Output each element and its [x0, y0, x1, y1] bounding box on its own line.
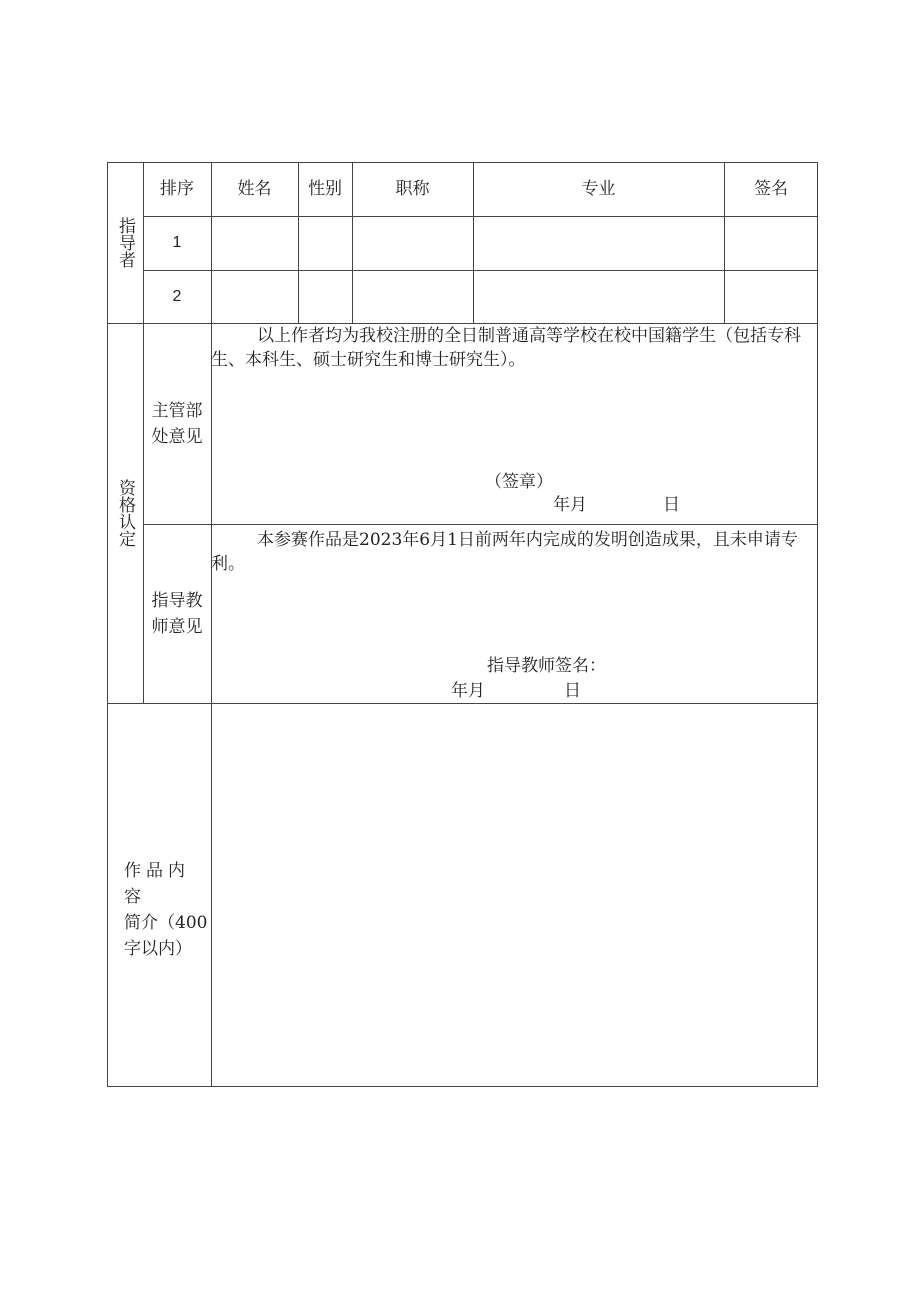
advisor-row-1-order: 1 — [172, 234, 182, 251]
advisors-section-label: 指导者 — [115, 217, 135, 268]
header-signature: 签名 — [754, 179, 788, 199]
department-day: 日 — [663, 495, 680, 515]
advisor-row-1-signature[interactable] — [724, 216, 818, 270]
qualification-section-label: 资格认定 — [115, 479, 135, 547]
header-order: 排序 — [160, 179, 194, 199]
advisor-row-2-title[interactable] — [352, 270, 473, 323]
header-major: 专业 — [581, 179, 616, 199]
advisor-row-1-major[interactable] — [473, 216, 724, 270]
teacher-statement: 本参赛作品是2023年6月1日前两年内完成的发明创造成果，且未申请专利。 — [211, 530, 798, 574]
teacher-signature-label: 指导教师签名： — [487, 656, 606, 676]
advisor-row-2-order: 2 — [172, 287, 182, 305]
header-name: 姓名 — [237, 179, 272, 199]
summary-label: 作品内容 简介（400 字以内） — [124, 861, 208, 959]
advisor-row-1-name[interactable] — [211, 216, 298, 270]
entry-form-table — [107, 162, 818, 1087]
header-title: 职称 — [395, 179, 430, 199]
department-year-month: 年月 — [553, 495, 587, 515]
table-border — [107, 1086, 818, 1087]
teacher-opinion-label: 指导教 师意见 — [151, 590, 203, 637]
advisor-row-2-signature[interactable] — [724, 270, 818, 323]
advisor-row-1-gender[interactable] — [298, 216, 352, 270]
department-seal-label: （签章） — [485, 472, 553, 492]
teacher-day: 日 — [564, 681, 581, 701]
row-divider — [143, 524, 818, 525]
department-opinion-label: 主管部 处意见 — [151, 400, 203, 447]
advisor-row-2-major[interactable] — [473, 270, 724, 323]
header-gender: 性别 — [308, 179, 342, 199]
advisor-row-2-name[interactable] — [211, 270, 298, 323]
advisor-row-2-gender[interactable] — [298, 270, 352, 323]
advisor-row-1-title[interactable] — [352, 216, 473, 270]
summary-content-field[interactable] — [211, 703, 818, 1086]
teacher-year-month: 年月 — [451, 681, 485, 701]
department-statement: 以上作者均为我校注册的全日制普通高等学校在校中国籍学生（包括专科生、本科生、硕士研究生和博士研究生）。 — [211, 326, 801, 370]
